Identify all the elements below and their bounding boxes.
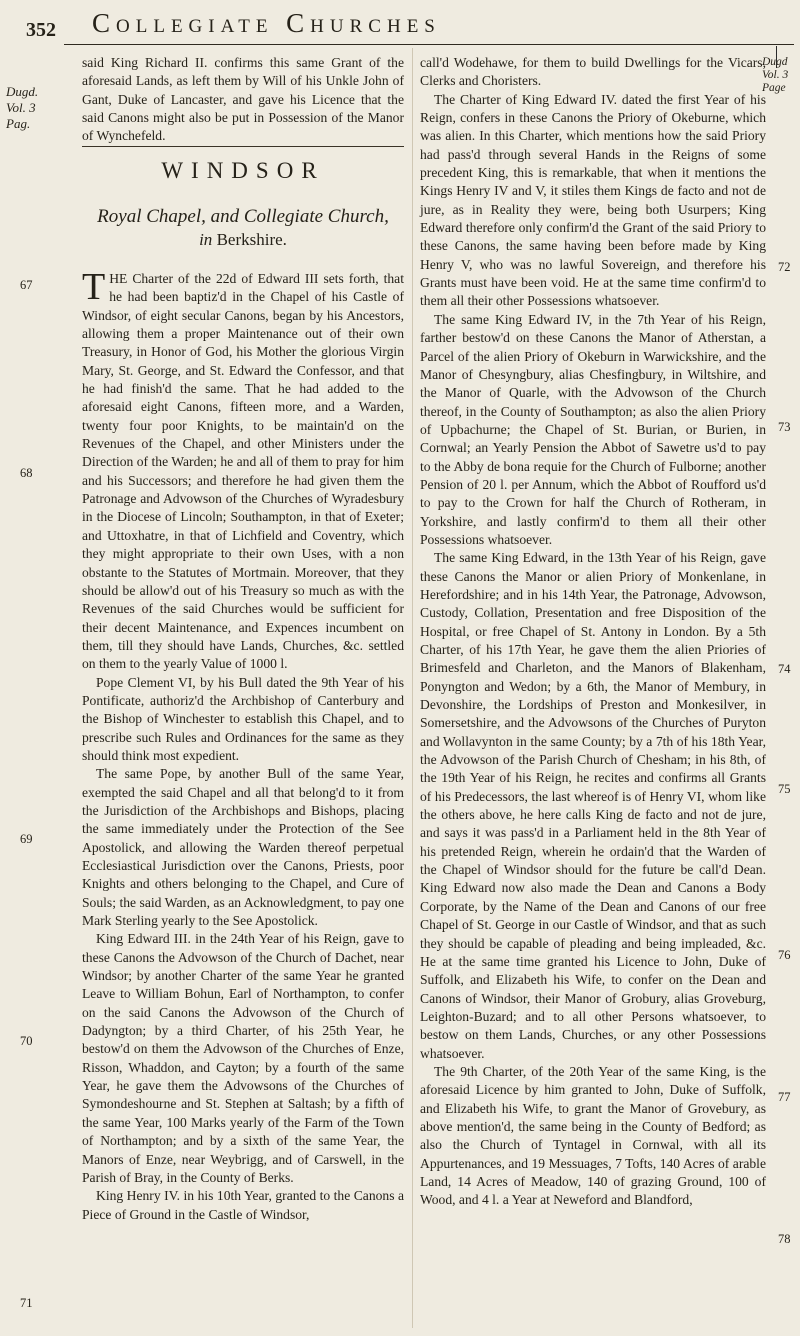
margin-number: 75 [778,782,791,796]
drop-cap: T [82,266,106,308]
margin-number: 76 [778,948,791,962]
paragraph: The same King Edward IV, in the 7th Year of his Reign, farther bestow'd on these Canons the Manor of Atherstan, a Parcel of the alien Priory of Okeburn in Warwickshire, and the Manor of Chesyngbury, alias Chesfingbury, in Wiltshire, and the Manor of Quarle, with the Advowson of the Church thereof, in the County of Southampton; as also the alien Priory of Upbachurne; the Chapel of St. Burian, or Burien, in Cornwal; an Yearly Pension the Abbot of Sawetre us'd to pay to the Abby de bona requie for the Church of Fulborne; another Pension of 20 l. per Annum, which the Abbot of Roufford us'd to pay to the Crown for half the Church of Rotheram, in Yorkshire, and lastly confirm'd to them all their other Possessions whatsoever. [420,311,766,547]
page-number: 352 [26,19,56,41]
margin-number: 67 [20,278,33,292]
right-column-body [420,54,766,1210]
paragraph: call'd Wodehawe, for them to build Dwellings for the Vicars, Clerks and Choristers. [420,55,766,89]
paragraph-text: HE Charter of the 22d of Edward III sets forth, that he had been baptiz'd in the Chapel of his Castle of Windsor, of eight secular Canons, began by his Ancestors, allowing them a proper Maintenance out of their own Treasury, in Honor of God, his Mother the glorious Virgin Mary, St. George, and St. Edward the Confessor, and that he had finish'd the same. That he had added to the aforesaid eight Canons, fifteen more, and a Warden, twenty four poor Knights, to be maintain'd on the Revenues of the Chapel, and other Ministers under the Direction of the Warden; he and all of them to pray for him and his Successors; and therefore he had given them the Patronage and Advowson of the Churches of Wyradesbury in the Diocese of Lincoln; Southampton, in that of Exeter; and Uttoxhatre, in that of Lichfield and Coventry, which they might appropriate to their own Uses, with a non obstante to the Statutes of Mortmain. Moreover, that they should be allow'd out of his Treasury so much as with the Revenues of the said Churches would be sufficient for their decent Maintenance, and Expences incumbent on them, till they should have Lands, Churches, &c. settled on them to the yearly Value of 1000 l. [82,271,404,672]
paragraph: The same King Edward, in the 13th Year of his Reign, gave these Canons the Manor or alien Priory of Monkenlane, in Herefordshire; and in his 14th Year, the Patronage, Advowson, Custody, Collation, Presentation and free Disposition of the Hospital, or free Chapel of St. Antony in London. By a 5th Charter, of his 17th Year, he gave them the alien Priories of Brimesfeld and Charleton, and the Manors of Blakenham, Ponyngton and Wedon; by a 6th, the Manor of Membury, in Devonshire, the Lordships of Preston and Monkesilver, in Somersetshire, and the Advowsons of the Churches of Puryton and Wollavynton in the same County; by a 7th of his 18th Year, the Advowson of the Parish Church of Chesham; in his 8th, of the 19th Year of his Reign, he recites and confirms all Grants of his Predecessors, the last whereof is of Henry VI, whom like the others above, he here calls King de facto and not de jure, and says it was pass'd in a Parliament held in the 8th Year of his pretended Reign, wherein he ordain'd that the Warden of the Chapel of Windsor should for the future be call'd Dean. King Edward now also made the Dean and Canons a Body Corporate, by the Name of the Dean and Canons of our free Chapel of St. George in our Castle of Windsor, and that as such they should be capable of pleading and being impleaded, &c. He at the same time granted his Licence to John, Duke of Suffolk, and Elizabeth his Wife, to confer on the Dean and Canons of Windsor, their Manor of Grobury, alias Groveburg, Leighton-Buzard; and to all other Persons whatsoever, to bestow on them Lands, Churches, or any other Possessions whatsoever. [420,550,766,1061]
section-subtitle-county [82,230,404,250]
margin-number: 70 [20,1034,33,1048]
margin-number: 71 [20,1296,33,1310]
paragraph: The Charter of King Edward IV. dated the first Year of his Reign, confers in these Canons the Priory of Okeburne, which was alien. In this Charter, which mentions how the said Priory had pass'd through several Hands in the Reigns of some precedent King, this is remarkable, that when it mentions the Kings Henry IV and V, it stiles them Kings de facto and not de jure, as in Reality they were, being both Usurpers; King Edward therefore only confirm'd the Grant of the said Priory to these Canons, the same having been before made by King Henry V, who was no lawful Sovereign, and therefore his Grants must have been void. He at the same time confirm'd to them all their other Possessions whatsoever. [420,91,766,309]
paragraph: Pope Clement VI, by his Bull dated the 9th Year of his Pontificate, authoriz'd the Archbishop of Canterbury and the Bishop of Winchester to establish this Chapel, and to prescribe such Rules and Ordinances for the same as they should think most expedient. [82,674,404,763]
paragraph: King Henry IV. in his 10th Year, granted to the Canons a Piece of Ground in the Castle of Windsor, [82,1188,404,1222]
paragraph: The 9th Charter, of the 20th Year of the same King, is the aforesaid Licence by him granted to John, Duke of Suffolk, and Elizabeth his Wife, to grant the Manor of Grovebury, as above mention'd, the same being in the County of Bedford; as also the Church of Tyntagel in Cornwal, with all its Appurtenances, and 19 Messuages, 7 Tofts, 140 Acres of arable Land, 14 Acres of Meadow, 140 of grazing Ground, 100 of Wood, and 4 l. a Year at Neweford and Blandford, [420,1063,766,1208]
header-rule [64,44,794,45]
column-gutter [412,48,413,1328]
paragraph: King Edward III. in the 24th Year of his Reign, gave to these Canons the Advowson of the Church of Dachet, near Windsor; by another Charter of the same Year he granted Leave to William Bohun, Earl of Northampton, to confer on the said Canons the Advowson of the Church of Dadyngton; by a third Charter, of his 25th Year, he bestow'd on them the Advowson of the Churches of Enze, Risson, Whaddon, and Cayton; by a fourth of the same Year, he gave them the Advowsons of the Churches of Symondeshourne and St. Stephen at Saltash; by a fifth of the same Year, 100 Marks yearly of the Farm of the Town of Northampton; and by a sixth of the same Year, the Manors of Enze, near Weybrigg, and of Carswell, in the Parish of Bray, in the County of Berks. [82,931,404,1185]
paragraph: said King Richard II. confirms this same Grant of the aforesaid Lands, as left them by Will of his Unkle John of Gant, Duke of Lancaster, and gave his Licence that the said Canons might also be put in Possession of the Manor of Wynchefeld. [82,55,404,144]
left-reference-note: Dugd. Vol. 3 Pag. [6,84,39,131]
margin-number: 68 [20,466,33,480]
margin-number: 69 [20,832,33,846]
right-reference-note: Dugd Vol. 3 Page [762,56,789,94]
margin-number: 77 [778,1090,791,1104]
margin-number: 74 [778,662,791,676]
running-head: Collegiate Churches [92,8,441,38]
left-column-intro [82,54,404,146]
margin-number: 78 [778,1232,791,1246]
subtitle-shire: Berkshire. [216,230,287,249]
margin-number: 72 [778,260,791,274]
section-subtitle: Royal Chapel, and Collegiate Church, [97,206,389,227]
paragraph [82,266,404,674]
margin-number: 73 [778,420,791,434]
paragraph: The same Pope, by another Bull of the same Year, exempted the said Chapel and all that belong'd to it from the Jurisdiction of the Archbishops and Bishops, placing the same immediately under the Protection of the See Apostolick, and allowing the Warden thereof perpetual Ecclesiastical Jurisdiction over the Canons, Priests, poor Knights and others belonging to the Chapel, and Cure of Souls; the said Warden, as an Acknowledgment, to pay one Mark Sterling yearly to the See Apostolick. [82,766,404,929]
subtitle-in: in [199,230,213,249]
section-title: WINDSOR [161,158,325,183]
left-column-body [82,266,404,1224]
section-rule [82,146,404,147]
